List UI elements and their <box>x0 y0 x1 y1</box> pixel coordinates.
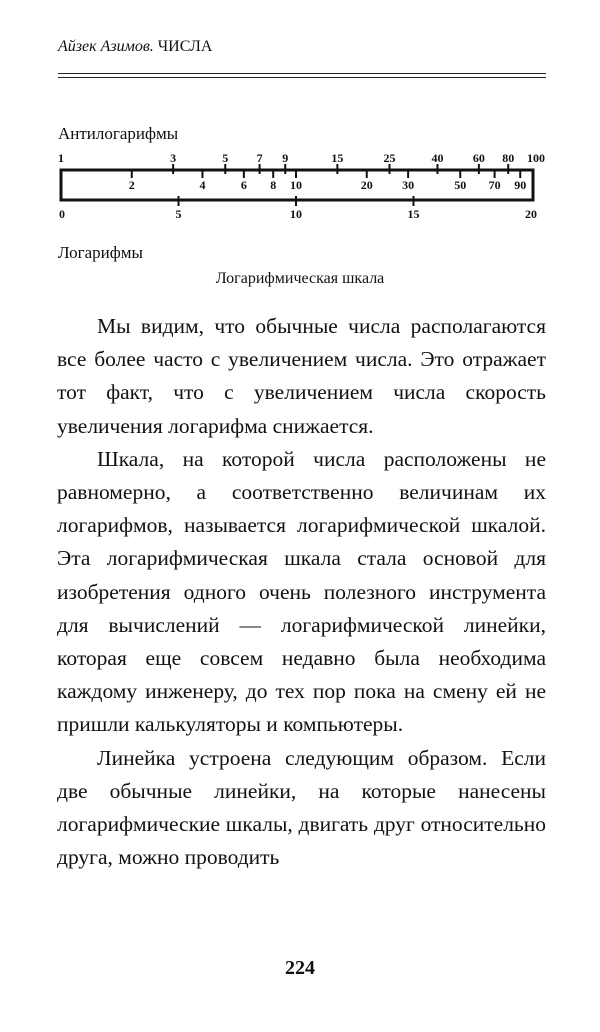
header-author: Айзек Азимов. <box>58 38 154 55</box>
antilog-tick-label-80: 80 <box>502 151 515 165</box>
page-number: 224 <box>285 957 315 979</box>
antilog-tick-label-40: 40 <box>431 151 444 165</box>
antilog-tick-label-70: 70 <box>488 178 501 192</box>
antilog-tick-label-60: 60 <box>472 151 485 165</box>
antilog-tick-label-90: 90 <box>514 178 527 192</box>
antilog-tick-label-9: 9 <box>282 151 289 165</box>
antilog-tick-label-10: 10 <box>290 178 302 192</box>
antilog-tick-label-15: 15 <box>331 151 344 165</box>
antilog-tick-label-20: 20 <box>360 178 373 192</box>
antilog-tick-label-6: 6 <box>240 178 247 192</box>
antilog-tick-label-7: 7 <box>256 151 263 165</box>
antilog-tick-label-30: 30 <box>402 178 415 192</box>
body-text <box>57 310 546 874</box>
antilog-tick-label-100: 100 <box>527 151 545 165</box>
antilog-tick-label-8: 8 <box>270 178 277 192</box>
figure-caption: Логарифмическая шкала <box>215 270 385 287</box>
log-tick-label-0: 0 <box>59 207 65 221</box>
antilog-label: Антилогарифмы <box>58 124 179 143</box>
log-label: Логарифмы <box>58 243 143 262</box>
antilog-tick-label-4: 4 <box>199 178 206 192</box>
antilog-tick-label-3: 3 <box>170 151 177 165</box>
antilog-tick-label-25: 25 <box>383 151 396 165</box>
paragraph-3: Линейка устроена следующим образом. Если две обычные линейки, на которые нанесены логарифмические шкалы, двигать друг относительно друга, можно проводить <box>57 745 546 870</box>
antilog-tick-label-2: 2 <box>128 178 135 192</box>
log-scale-figure <box>0 0 600 240</box>
header-title: ЧИСЛА <box>157 38 213 55</box>
antilog-tick-label-50: 50 <box>454 178 467 192</box>
log-tick-label-5: 5 <box>175 207 182 221</box>
antilog-tick-label-1: 1 <box>58 151 64 165</box>
paragraph-1: Мы видим, что обычные числа располагаются все более часто с увеличением числа. Это отражает тот факт, что с увеличением числа скорость увеличения логарифма снижается. <box>57 314 546 438</box>
antilog-tick-label-5: 5 <box>222 151 229 165</box>
paragraph-2: Шкала, на которой числа расположены не равномерно, а соответственно величинам их логарифмов, называется логарифмической шкалой. Эта логарифмическая шкала стала основой для изобретения одного очень полезного инструмента для вычислений — логарифмической линейки, которая еще совсем недавно была необходима каждому инженеру, до тех пор пока на смену ей не пришли калькуляторы и компьютеры. <box>57 446 546 737</box>
log-tick-label-20: 20 <box>525 207 537 221</box>
log-tick-label-15: 15 <box>407 207 420 221</box>
log-tick-label-10: 10 <box>290 207 302 221</box>
